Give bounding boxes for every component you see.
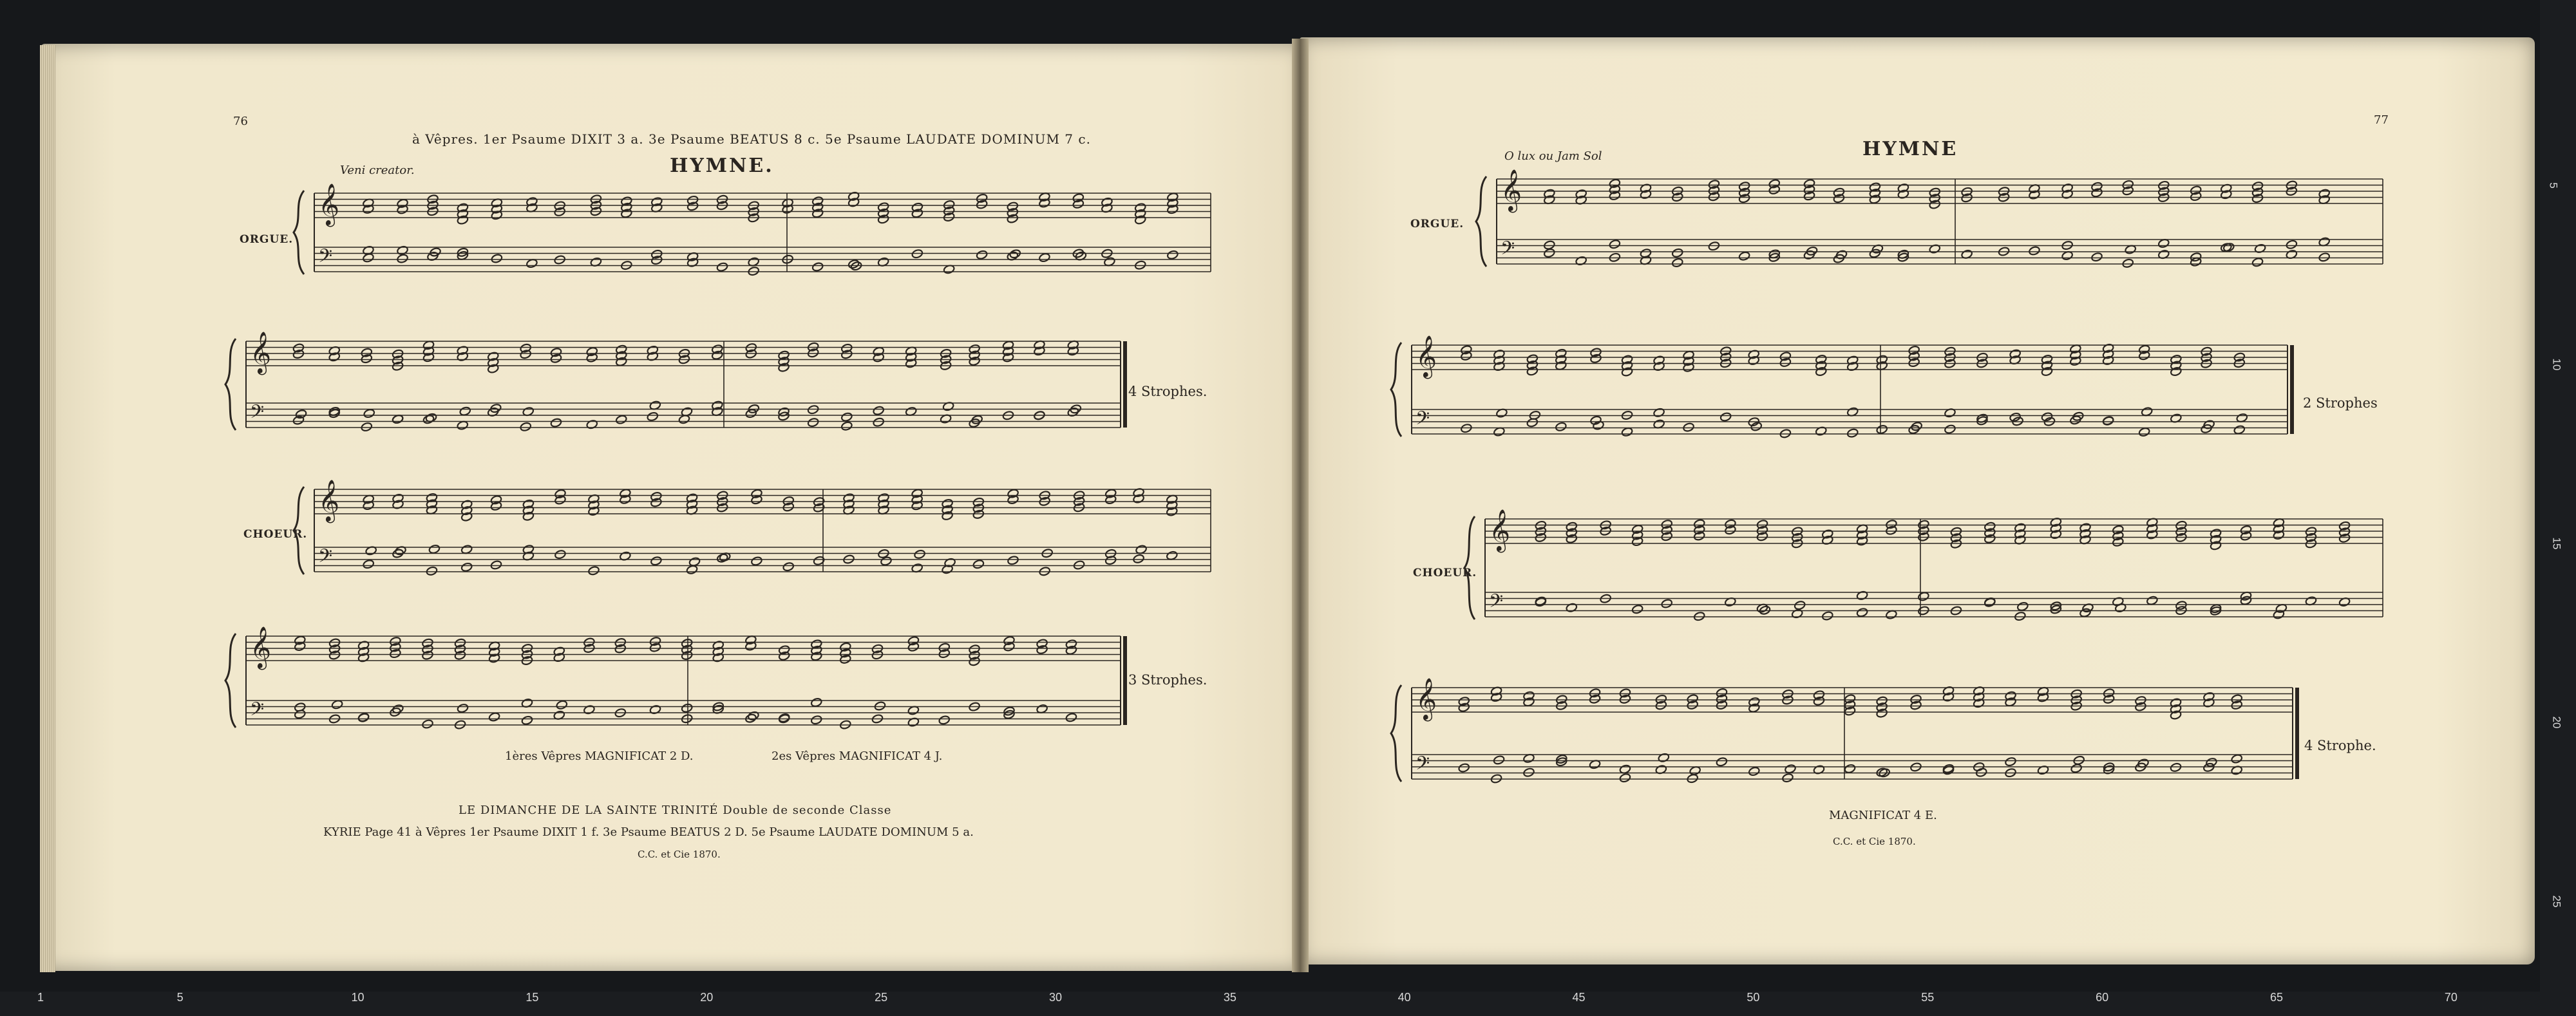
whole-note	[397, 254, 409, 264]
left-label-choeur: CHOEUR.	[243, 528, 308, 541]
whole-note	[1134, 260, 1146, 270]
clef: 𝄢	[250, 401, 265, 428]
whole-note	[2138, 427, 2150, 437]
right-strophes-1: 2 Strophes	[2303, 395, 2378, 411]
side-ruler-label: 5	[2547, 182, 2560, 189]
whole-note	[1543, 248, 1555, 258]
clef: 𝄞	[318, 183, 340, 225]
whole-note	[1683, 422, 1695, 433]
whole-note	[751, 556, 763, 567]
whole-note	[745, 408, 757, 419]
whole-note	[1039, 252, 1051, 263]
whole-note	[1821, 611, 1833, 621]
whole-note	[1975, 767, 1987, 778]
whole-note	[1007, 555, 1019, 565]
whole-note	[1166, 250, 1179, 260]
whole-note	[1794, 600, 1806, 610]
whole-note	[1785, 764, 1797, 774]
whole-note	[2233, 425, 2246, 435]
whole-note	[426, 566, 438, 576]
whole-note	[1566, 603, 1578, 613]
clef: 𝄢	[318, 545, 333, 572]
whole-note	[2041, 412, 2053, 422]
whole-note	[976, 250, 988, 260]
whole-note	[1917, 591, 1929, 601]
right-incipit: O lux ou Jam Sol	[1504, 149, 1602, 163]
whole-note	[1458, 763, 1470, 773]
whole-note	[1653, 408, 1665, 418]
ruler-label: 10	[351, 991, 365, 1004]
system-brace	[225, 634, 236, 728]
whole-note	[363, 559, 375, 569]
whole-note	[874, 701, 886, 711]
whole-note	[460, 562, 473, 572]
left-label-orgue: ORGUE.	[240, 233, 294, 246]
ruler-label: 60	[2096, 991, 2109, 1004]
whole-note	[1133, 554, 1145, 564]
whole-note	[521, 715, 533, 726]
whole-note	[459, 406, 471, 417]
whole-note	[583, 704, 595, 715]
whole-note	[1750, 422, 1763, 432]
whole-note	[1631, 604, 1643, 614]
whole-note	[2122, 258, 2134, 268]
whole-note	[488, 712, 500, 722]
whole-note	[1493, 755, 1505, 766]
whole-note	[1748, 766, 1760, 776]
whole-note	[1856, 607, 1868, 617]
whole-note	[556, 700, 568, 710]
ruler-label: 65	[2269, 991, 2283, 1004]
measurement-ruler	[0, 992, 2576, 1016]
system-brace	[1464, 516, 1475, 619]
whole-note	[2102, 416, 2114, 426]
whole-note	[1716, 757, 1728, 767]
whole-note	[1621, 427, 1633, 437]
clef: 𝄢	[1416, 408, 1430, 434]
whole-note	[361, 422, 373, 432]
system-brace	[225, 339, 236, 430]
whole-note	[295, 409, 307, 419]
whole-note	[490, 560, 502, 570]
whole-note	[778, 713, 790, 723]
whole-note	[650, 556, 663, 566]
whole-note	[2070, 763, 2083, 773]
whole-note	[491, 254, 503, 264]
whole-note	[681, 703, 693, 713]
whole-note	[1671, 248, 1683, 258]
system-brace	[1391, 343, 1401, 437]
whole-note	[1671, 258, 1683, 268]
left-header-line: à Vêpres. 1er Psaume DIXIT 3 a. 3e Psaume BEATUS 8 c. 5e Psaume LAUDATE DOMINUM 7 c.	[412, 131, 1091, 147]
whole-note	[1658, 753, 1670, 763]
whole-note	[2014, 611, 2026, 621]
ruler-label: 20	[700, 991, 714, 1004]
whole-note	[2206, 757, 2218, 767]
whole-note	[1782, 773, 1794, 783]
clef: 𝄢	[250, 699, 265, 725]
clef: 𝄞	[318, 480, 340, 522]
whole-note	[686, 565, 698, 575]
ruler-label: 40	[1397, 991, 1411, 1004]
whole-note	[1846, 428, 1859, 438]
left-magnificat-1: 1ères Vêpres MAGNIFICAT 2 D.	[505, 749, 694, 763]
whole-note	[520, 422, 532, 432]
system-brace	[294, 487, 304, 574]
system-brace	[1391, 685, 1401, 782]
side-ruler-label: 10	[2550, 358, 2563, 371]
side-ruler	[2540, 0, 2576, 992]
right-strophes-2: 4 Strophe.	[2304, 738, 2376, 753]
clef: 𝄢	[1416, 753, 1430, 779]
left-title: HYMNE.	[670, 155, 774, 177]
whole-note	[972, 559, 985, 569]
ruler-label: 70	[2444, 991, 2458, 1004]
ruler-label: 30	[1048, 991, 1062, 1004]
whole-note	[1869, 249, 1881, 259]
whole-note	[1009, 249, 1021, 259]
staff	[1497, 240, 2383, 264]
staff	[314, 193, 1211, 218]
whole-note	[550, 418, 562, 428]
whole-note	[2318, 252, 2331, 263]
whole-note	[1523, 767, 1535, 778]
whole-note	[1693, 611, 1705, 621]
clef: 𝄞	[1416, 678, 1437, 720]
whole-note	[747, 711, 759, 721]
left-imprint: C.C. et Cie 1870.	[638, 849, 721, 860]
whole-note	[716, 262, 728, 272]
left-feast-title: LE DIMANCHE DE LA SAINTE TRINITÉ Double de seconde Classe	[459, 804, 892, 817]
whole-note	[363, 408, 375, 419]
clef: 𝄞	[1416, 335, 1437, 377]
system-brace	[1476, 176, 1486, 267]
whole-note	[2016, 601, 2029, 612]
system-brace	[294, 191, 304, 274]
whole-note	[1844, 764, 1856, 774]
whole-note	[1708, 241, 1720, 251]
whole-note	[1619, 773, 1631, 783]
side-ruler-label: 25	[2550, 895, 2563, 908]
right-label-orgue: ORGUE.	[1410, 218, 1464, 230]
whole-note	[1609, 252, 1621, 263]
whole-note	[1590, 415, 1602, 426]
ruler-label: 5	[176, 991, 184, 1004]
ruler-label: 25	[875, 991, 888, 1004]
right-magnificat: MAGNIFICAT 4 E.	[1829, 809, 1937, 822]
right-title: HYMNE	[1862, 138, 1958, 160]
whole-note	[588, 565, 600, 576]
whole-note	[2091, 252, 2103, 262]
whole-note	[2029, 246, 2041, 256]
whole-note	[457, 703, 469, 713]
whole-note	[873, 406, 885, 416]
ruler-label: 45	[1572, 991, 1586, 1004]
whole-note	[938, 715, 951, 725]
left-incipit: Veni creator.	[340, 164, 415, 177]
staff	[1485, 592, 2383, 617]
left-page-number: 76	[233, 115, 248, 128]
whole-note	[2251, 257, 2264, 267]
whole-note	[914, 549, 926, 560]
whole-note	[807, 417, 819, 428]
whole-note	[2170, 762, 2182, 773]
whole-note	[422, 719, 434, 729]
ruler-label: 15	[526, 991, 539, 1004]
right-page-number: 77	[2374, 113, 2389, 127]
whole-note	[1065, 712, 1077, 722]
whole-note	[615, 415, 627, 425]
clef: 𝄞	[1489, 509, 1511, 551]
whole-note	[1555, 422, 1567, 432]
right-imprint: C.C. et Cie 1870.	[1833, 836, 1916, 847]
whole-note	[331, 699, 343, 710]
whole-note	[554, 549, 567, 560]
whole-note	[1719, 412, 1732, 422]
whole-note	[1661, 599, 1673, 609]
staff	[246, 341, 1121, 366]
whole-note	[782, 561, 795, 572]
whole-note	[1609, 239, 1621, 249]
clef: 𝄢	[1501, 238, 1515, 264]
whole-note	[2286, 240, 2298, 250]
ruler-label: 35	[1223, 991, 1236, 1004]
staff	[1412, 755, 2293, 779]
whole-note	[1738, 251, 1750, 261]
side-ruler-label: 15	[2550, 537, 2563, 550]
clef: 𝄞	[1501, 169, 1522, 211]
whole-note	[2190, 252, 2202, 262]
whole-note	[647, 411, 659, 422]
whole-note	[1984, 597, 1996, 608]
whole-note	[810, 715, 822, 725]
right-label-choeur: CHOEUR.	[1413, 567, 1477, 579]
clef: 𝄢	[318, 245, 333, 272]
whole-note	[1073, 560, 1085, 570]
whole-note	[2005, 757, 2017, 767]
whole-note	[2203, 762, 2215, 773]
whole-note	[2231, 754, 2243, 764]
left-feast-line: KYRIE Page 41 à Vêpres 1er Psaume DIXIT 1 f. 3e Psaume BEATUS 2 D. 5e Psaume LAUDATE DOMINUM 5 a.	[323, 825, 974, 839]
clef: 𝄞	[250, 626, 272, 668]
left-strophes-2: 3 Strophes.	[1128, 672, 1208, 688]
whole-note	[357, 713, 370, 723]
ruler-label: 1	[37, 991, 44, 1004]
left-magnificat-2: 2es Vêpres MAGNIFICAT 4 J.	[772, 749, 943, 763]
whole-note	[840, 421, 853, 431]
ruler-label: 55	[1921, 991, 1935, 1004]
whole-note	[748, 266, 760, 276]
whole-note	[873, 417, 885, 428]
whole-note	[811, 262, 824, 272]
left-strophes-1: 4 Strophes.	[1128, 384, 1208, 399]
whole-note	[810, 697, 822, 708]
whole-note	[428, 544, 440, 554]
clef: 𝄢	[1489, 590, 1504, 617]
side-ruler-label: 20	[2550, 716, 2563, 729]
whole-note	[1543, 240, 1555, 250]
whole-note	[840, 412, 853, 422]
ruler-label: 50	[1747, 991, 1760, 1004]
whole-note	[1944, 424, 1956, 435]
whole-note	[1876, 424, 1888, 435]
clef: 𝄞	[250, 332, 272, 373]
whole-note	[2079, 608, 2092, 618]
